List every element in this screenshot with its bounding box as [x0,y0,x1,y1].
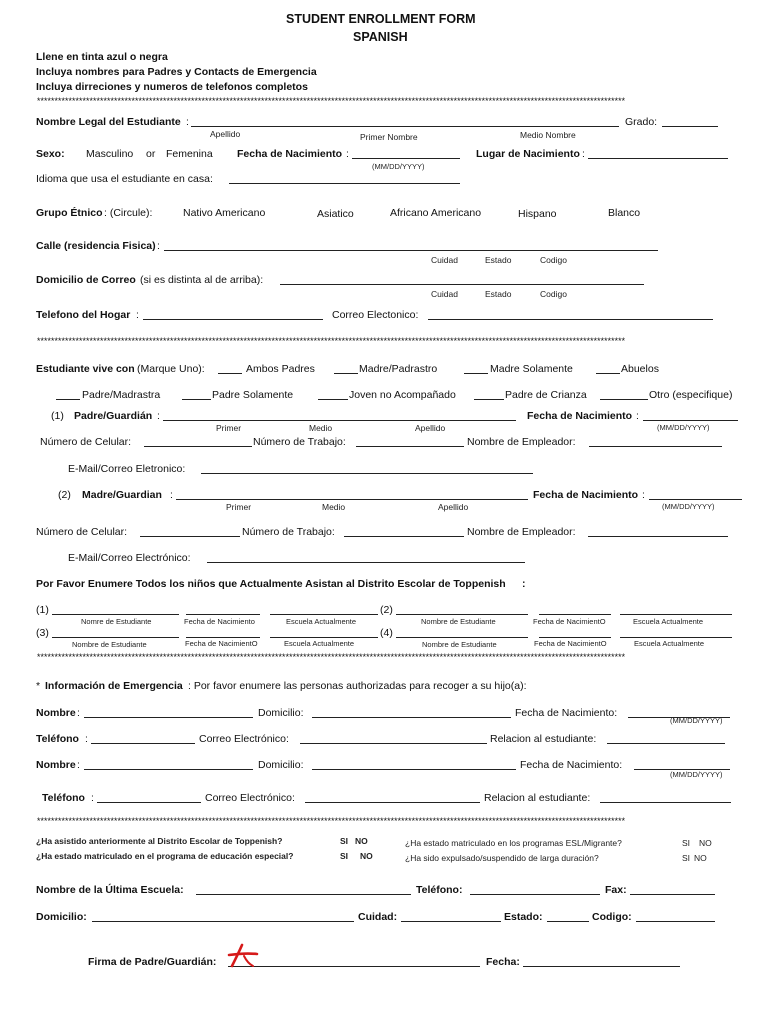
sibling-3-num: (3) [36,627,49,639]
guardian1-email-field[interactable] [201,473,533,474]
guardian1-work-label: Número de Trabajo: [253,436,346,448]
em2-name-field[interactable] [84,769,253,770]
sibling-2-name[interactable] [396,614,528,615]
question-2: ¿Ha estado matriculado en el programa de educación especial? [36,851,294,861]
guardian2-email-label: E-Mail/Correo Electrónico: [68,552,191,564]
colon: : [636,410,639,422]
sex-masculino[interactable]: Masculino [86,148,134,160]
check-padre-madrastra[interactable] [56,399,80,400]
guardian2-cap-apellido: Apellido [438,502,469,512]
opt-madre-padrastro: Madre/Padrastro [359,363,438,375]
sibling-2-cap-dob: Fecha de NacimientO [533,617,606,626]
ethnic-circle-note: : (Circule): [104,207,153,219]
sibling-4-cap-dob: Fecha de NacimientO [534,639,607,648]
emergency-star: * [36,680,41,692]
sibling-4-dob[interactable] [539,637,611,638]
em2-email-label: Correo Electrónico: [205,792,295,804]
last-school-zip-label: Codigo: [592,911,632,923]
sibling-2-cap-school: Escuela Actualmente [633,617,704,626]
em2-email-field[interactable] [305,802,480,803]
last-school-phone-label: Teléfono: [416,884,463,896]
em1-relation-label: Relacion al estudiante: [490,733,597,745]
em2-dob-format: (MM/DD/YYYY) [670,770,723,779]
dob-field[interactable] [352,158,460,159]
separator: ************************************************************************************************************************************************************************ [36,337,625,347]
colon: : [582,148,585,160]
dob-format: (MM/DD/YYYY) [372,162,425,171]
em1-name-field[interactable] [84,717,253,718]
home-language-field[interactable] [229,183,460,184]
opt-ambos: Ambos Padres [246,363,315,375]
cap-city-2: Cuidad [431,289,458,299]
last-school-address-field[interactable] [92,921,354,922]
sibling-3-dob[interactable] [186,637,260,638]
guardian1-cell-field[interactable] [144,446,252,447]
question-1-si[interactable]: SI [340,836,349,846]
last-school-label: Nombre de la Última Escuela: [36,884,184,896]
em1-name-label: Nombre [36,707,76,719]
ethnic-option-africano[interactable]: Africano Americano [390,207,482,219]
street-label: Calle (residencia Fisica) [36,240,156,252]
guardian2-dob-format: (MM/DD/YYYY) [662,502,715,511]
question-4-si[interactable]: SI [682,853,691,863]
guardian1-email-label: E-Mail/Correo Eletronico: [68,463,186,475]
guardian1-dob-label: Fecha de Nacimiento [527,410,633,422]
ethnic-option-nativo[interactable]: Nativo Americano [183,207,266,219]
birthplace-label: Lugar de Nacimiento [476,148,580,160]
guardian1-employer-label: Nombre de Empleador: [467,436,576,448]
sibling-3-name[interactable] [52,637,179,638]
em2-phone-label: Teléfono [42,792,85,804]
guardian2-cap-medio: Medio [322,502,346,512]
check-padre-solo[interactable] [182,399,211,400]
home-phone-label: Telefono del Hogar [36,309,131,321]
sibling-3-school[interactable] [270,637,378,638]
check-ambos[interactable] [218,373,242,374]
check-crianza[interactable] [474,399,504,400]
emergency-heading: Información de Emergencia [45,680,183,692]
em2-relation-label: Relacion al estudiante: [484,792,591,804]
opt-crianza: Padre de Crianza [505,389,587,401]
last-school-state-field[interactable] [547,921,589,922]
cap-city: Cuidad [431,255,458,265]
em2-relation-field[interactable] [600,802,731,803]
sibling-1-school[interactable] [270,614,378,615]
colon: : [157,410,160,422]
guardian1-dob-field[interactable] [643,420,738,421]
cap-medio-nombre: Medio Nombre [520,130,576,140]
sibling-1-num: (1) [36,604,49,616]
cap-state: Estado [485,255,512,265]
cap-zip-2: Codigo [540,289,567,299]
sibling-1-dob[interactable] [186,614,260,615]
guardian1-employer-field[interactable] [589,446,722,447]
guardian1-cap-apellido: Apellido [415,423,446,433]
guardian1-name-field[interactable] [163,420,516,421]
sibling-2-school[interactable] [620,614,732,615]
guardian1-label: Padre/Guardián [74,410,153,422]
last-school-address-label: Domicilio: [36,911,87,923]
home-phone-field[interactable] [143,319,323,320]
opt-otro: Otro (especifique) [649,389,733,401]
colon: : [77,707,80,719]
guardian2-dob-label: Fecha de Nacimiento [533,489,639,501]
question-4: ¿Ha sido expulsado/suspendido de larga duración? [405,853,599,863]
question-1-no[interactable]: NO [355,836,368,846]
sibling-3-cap-school: Escuela Actualmente [284,639,355,648]
em1-email-field[interactable] [300,743,487,744]
sibling-4-name[interactable] [396,637,528,638]
opt-joven: Joven no Acompañado [349,389,456,401]
guardian2-name-field[interactable] [176,499,528,500]
check-abuelos[interactable] [596,373,620,374]
guardian1-cell-label: Número de Celular: [40,436,132,448]
em1-phone-field[interactable] [91,743,195,744]
sibling-1-cap-dob: Fecha de Nacimiento [184,617,255,626]
opt-abuelos: Abuelos [621,363,659,375]
colon: : [170,489,173,501]
opt-padre-madrastra: Padre/Madrastra [82,389,161,401]
opt-madre-sola: Madre Solamente [490,363,573,375]
instruction-2: Incluya nombres para Padres y Contacts de Emergencia [36,66,317,78]
last-school-fax-field[interactable] [630,894,715,895]
grade-field[interactable] [662,126,718,127]
question-3-si[interactable]: SI [682,838,691,848]
signature-label: Firma de Padre/Guardián: [88,956,217,968]
last-school-city-label: Cuidad: [358,911,398,923]
ethnic-option-blanco[interactable]: Blanco [608,207,641,219]
last-school-fax-label: Fax: [605,884,627,896]
last-school-city-field[interactable] [401,921,501,922]
colon: : [136,309,139,321]
em2-name-label: Nombre [36,759,76,771]
mailing-field[interactable] [280,284,644,285]
cap-state-2: Estado [485,289,512,299]
sibling-2-dob[interactable] [539,614,611,615]
grade-label: Grado: [625,116,658,128]
question-2-si[interactable]: SI [340,851,349,861]
em1-address-label: Domicilio: [258,707,304,719]
sibling-3-cap-dob: Fecha de NacimientO [185,639,258,648]
date-label: Fecha: [486,956,520,968]
question-3-no[interactable]: NO [699,838,712,848]
dob-label: Fecha de Nacimiento [237,148,343,160]
opt-padre-solo: Padre Solamente [212,389,294,401]
guardian2-dob-field[interactable] [649,499,742,500]
cap-primer-nombre: Primer Nombre [360,132,418,142]
check-madre-padrastro[interactable] [334,373,358,374]
em1-phone-label: Teléfono [36,733,79,745]
sibling-4-num: (4) [380,627,393,639]
check-madre-sola[interactable] [464,373,488,374]
street-field[interactable] [164,250,658,251]
ethnic-option-asiatico[interactable]: Asiatico [317,208,354,220]
email-label: Correo Electonico: [332,309,419,321]
em1-email-label: Correo Electrónico: [199,733,289,745]
colon: : [642,489,645,501]
colon: : [186,116,189,128]
colon: : [157,240,160,252]
question-3: ¿Ha estado matriculado en los programas ESL/Migrante? [405,838,622,848]
em2-address-field[interactable] [312,769,516,770]
birthplace-field[interactable] [588,158,728,159]
form-subtitle: SPANISH [353,30,408,44]
signature-x-mark-icon [226,942,260,970]
sibling-1-cap-school: Escuela Actualmente [286,617,357,626]
check-joven[interactable] [318,399,348,400]
sibling-4-cap-school: Escuela Actualmente [634,639,705,648]
lives-with-label: Estudiante vive con [36,363,135,375]
guardian2-cap-primer: Primer [226,502,252,512]
lives-with-note: (Marque Uno): [137,363,205,375]
separator: ************************************************************************************************************************************************************************ [36,653,625,663]
question-2-no[interactable]: NO [360,851,373,861]
em2-address-label: Domicilio: [258,759,304,771]
sibling-1-name[interactable] [52,614,179,615]
separator: ************************************************************************************************************************************************************************ [36,97,625,107]
em1-dob-format: (MM/DD/YYYY) [670,716,723,725]
em1-dob-label: Fecha de Nacimiento: [515,707,618,719]
sibling-4-cap-name: Nombre de Estudiante [422,640,497,649]
guardian1-num: (1) [51,410,64,422]
guardian2-cell-field[interactable] [140,536,240,537]
sibling-1-cap-name: Nomre de Estudiante [81,617,152,626]
sex-femenina[interactable]: Femenina [166,148,213,160]
em1-relation-field[interactable] [607,743,725,744]
sibling-4-school[interactable] [620,637,732,638]
legal-name-field[interactable] [191,126,619,127]
mailing-note: (si es distinta al de arriba): [140,274,264,286]
guardian2-employer-field[interactable] [588,536,728,537]
ethnic-label: Grupo Étnico [36,207,103,219]
sibling-2-num: (2) [380,604,393,616]
sex-label: Sexo: [36,148,65,160]
instruction-3: Incluya dirreciones y numeros de telefonos completos [36,81,308,93]
guardian2-work-field[interactable] [344,536,464,537]
legal-name-label: Nombre Legal del Estudiante [36,116,181,128]
question-1: ¿Ha asistido anteriormente al Distrito Escolar de Toppenish? [36,836,283,846]
ethnic-option-hispano[interactable]: Hispano [518,208,557,220]
guardian1-work-field[interactable] [356,446,464,447]
sibling-2-cap-name: Nombre de Estudiante [421,617,496,626]
guardian2-cell-label: Número de Celular: [36,526,128,538]
colon: : [77,759,80,771]
sibling-3-cap-name: Nombre de Estudiante [72,640,147,649]
separator: ************************************************************************************************************************************************************************ [36,817,625,827]
check-otro[interactable] [600,399,648,400]
instruction-1: Llene en tinta azul o negra [36,51,168,63]
form-title: STUDENT ENROLLMENT FORM [286,12,476,26]
date-field[interactable] [523,966,680,967]
guardian2-email-field[interactable] [207,562,525,563]
colon: : [91,792,94,804]
em1-address-field[interactable] [312,717,511,718]
guardian2-employer-label: Nombre de Empleador: [467,526,576,538]
colon: : [85,733,88,745]
cap-apellido: Apellido [210,129,241,139]
guardian1-cap-primer: Primer [216,423,242,433]
question-4-no[interactable]: NO [694,853,707,863]
colon: : [346,148,349,160]
last-school-phone-field[interactable] [470,894,600,895]
em2-dob-label: Fecha de Nacimiento: [520,759,623,771]
emergency-note: : Por favor enumere las personas authorizadas para recoger a su hijo(a): [188,680,527,692]
cap-zip: Codigo [540,255,567,265]
siblings-heading: Por Favor Enumere Todos los niños que Actualmente Asistan al Distrito Escolar de Toppenish [36,578,506,590]
email-field[interactable] [428,319,713,320]
guardian2-label: Madre/Guardian [82,489,162,501]
colon: : [522,578,526,590]
guardian1-cap-medio: Medio [309,423,333,433]
em2-phone-field[interactable] [97,802,201,803]
mailing-label: Domicilio de Correo [36,274,136,286]
signature-field[interactable] [228,966,480,967]
guardian2-num: (2) [58,489,71,501]
sex-or: or [146,148,156,160]
last-school-zip-field[interactable] [636,921,715,922]
home-language-label: Idioma que usa el estudiante en casa: [36,173,213,185]
last-school-field[interactable] [196,894,411,895]
guardian2-work-label: Número de Trabajo: [242,526,335,538]
last-school-state-label: Estado: [504,911,543,923]
guardian1-dob-format: (MM/DD/YYYY) [657,423,710,432]
